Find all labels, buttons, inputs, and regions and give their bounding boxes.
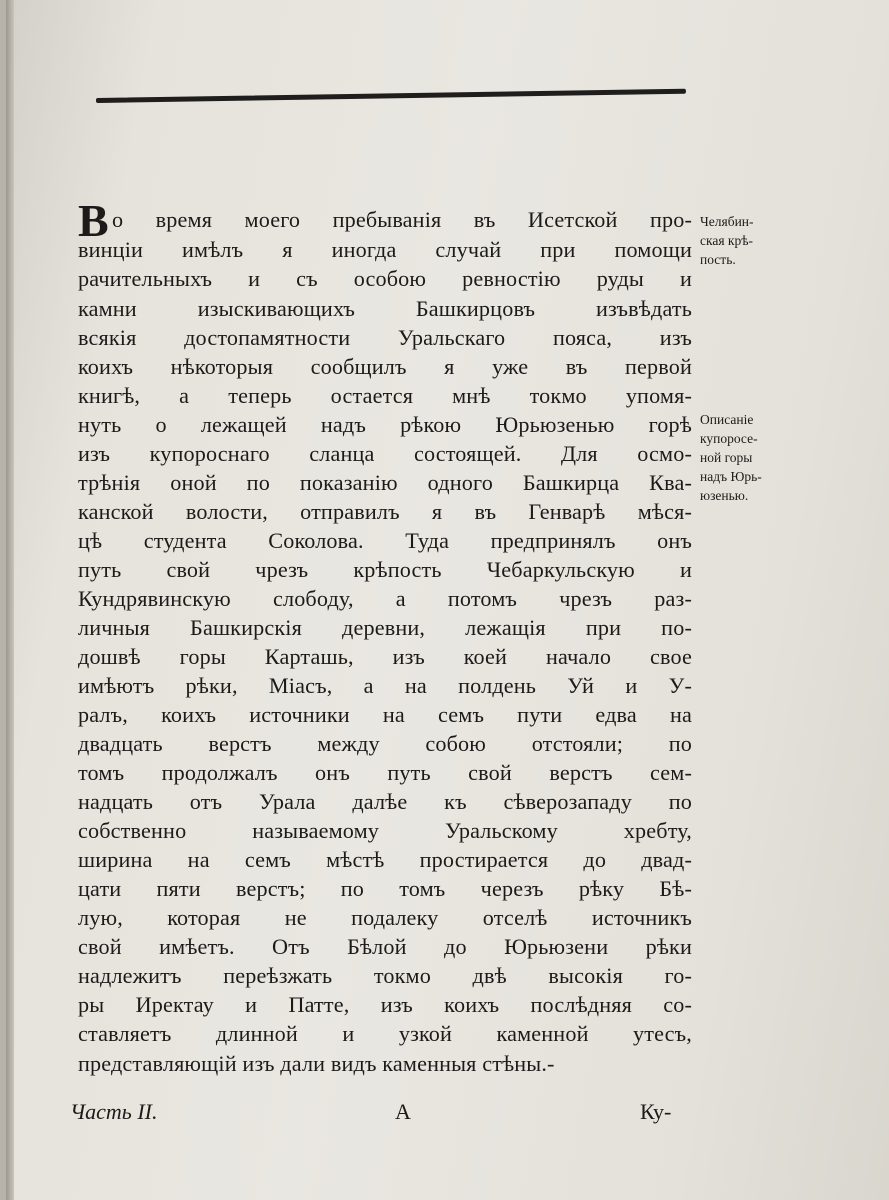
body-line: имѣютъ рѣки, Міасъ, а на полдень Уй и У- bbox=[78, 673, 692, 698]
footer-signature: А bbox=[395, 1099, 411, 1124]
body-line: двадцать верстъ между собою отстояли; по bbox=[78, 731, 692, 756]
margin-note-line: ская крѣ- bbox=[700, 233, 754, 248]
body-line: свой имѣетъ. Отъ Бѣлой до Юрьюзени рѣки bbox=[78, 934, 692, 959]
body-line: цати пяти верстъ; по томъ черезъ рѣку Бѣ- bbox=[78, 876, 692, 901]
body-line: нуть о лежащей надъ рѣкою Юрьюзенью горѣ bbox=[78, 412, 692, 437]
footer-catchword: Ку- bbox=[640, 1099, 672, 1124]
body-line: трѣнія оной по показанію одного Башкирца Ква- bbox=[78, 470, 692, 495]
body-line: представляющій изъ дали видъ каменныя стѣны.- bbox=[78, 1051, 555, 1076]
body-line: путь свой чрезъ крѣпость Чебаркульскую и bbox=[78, 557, 692, 582]
body-line: надлежитъ переѣзжать токмо двѣ высокія го- bbox=[78, 963, 692, 988]
body-line: книгѣ, а теперь остается мнѣ токмо упомя- bbox=[78, 383, 692, 408]
body-line: о время моего пребыванія въ Исетской про- bbox=[112, 207, 692, 232]
body-line: всякія достопамятности Уральскаго пояса, изъ bbox=[78, 325, 692, 350]
body-line: ралъ, коихъ источники на семъ пути едва на bbox=[78, 702, 692, 727]
body-line: надцать отъ Урала далѣе къ сѣверозападу по bbox=[78, 789, 692, 814]
body-line: винціи имѣлъ я иногда случай при помощи bbox=[78, 237, 692, 262]
drop-cap: В bbox=[78, 195, 109, 246]
footer-part: Часть II. bbox=[70, 1099, 158, 1124]
body-line: рачительныхъ и съ особою ревностію руды и bbox=[78, 266, 692, 291]
body-line: томъ продолжалъ онъ путь свой верстъ сем- bbox=[78, 760, 692, 785]
margin-note-line: пость. bbox=[700, 252, 736, 267]
margin-note-line: купоросе- bbox=[700, 431, 758, 446]
body-line: ры Иректау и Патте, изъ коихъ послѣдняя со- bbox=[78, 992, 692, 1017]
body-line: канской волости, отправилъ я въ Генварѣ мѣся- bbox=[78, 499, 692, 524]
body-line: ставляетъ длинной и узкой каменной утесъ, bbox=[78, 1021, 692, 1046]
body-line: цѣ студента Соколова. Туда предпринялъ онъ bbox=[78, 528, 692, 553]
body-line: изъ купороснаго сланца состоящей. Для осмо- bbox=[78, 441, 692, 466]
header-rule bbox=[96, 89, 686, 103]
body-line: личныя Башкирскія деревни, лежащія при по- bbox=[78, 615, 692, 640]
margin-note-line: ной горы bbox=[700, 450, 753, 465]
margin-note-line: надъ Юрь- bbox=[700, 469, 762, 484]
body-line: коихъ нѣкоторыя сообщилъ я уже въ первой bbox=[78, 354, 692, 379]
margin-note-line: Челябин- bbox=[700, 214, 754, 229]
body-line: лую, которая не подалеку отселѣ источникъ bbox=[78, 905, 692, 930]
body-line: камни изыскивающихъ Башкирцовъ изъвѣдать bbox=[78, 296, 692, 321]
margin-note-line: юзенью. bbox=[700, 488, 749, 503]
body-line: дошвѣ горы Карташь, изъ коей начало свое bbox=[78, 644, 692, 669]
body-line: Кундрявинскую слободу, а потомъ чрезъ раз- bbox=[78, 586, 692, 611]
body-line: ширина на семъ мѣстѣ простирается до двад- bbox=[78, 847, 692, 872]
body-line: собственно называемому Уральскому хребту, bbox=[78, 818, 692, 843]
margin-note-line: Описаніе bbox=[700, 412, 754, 427]
